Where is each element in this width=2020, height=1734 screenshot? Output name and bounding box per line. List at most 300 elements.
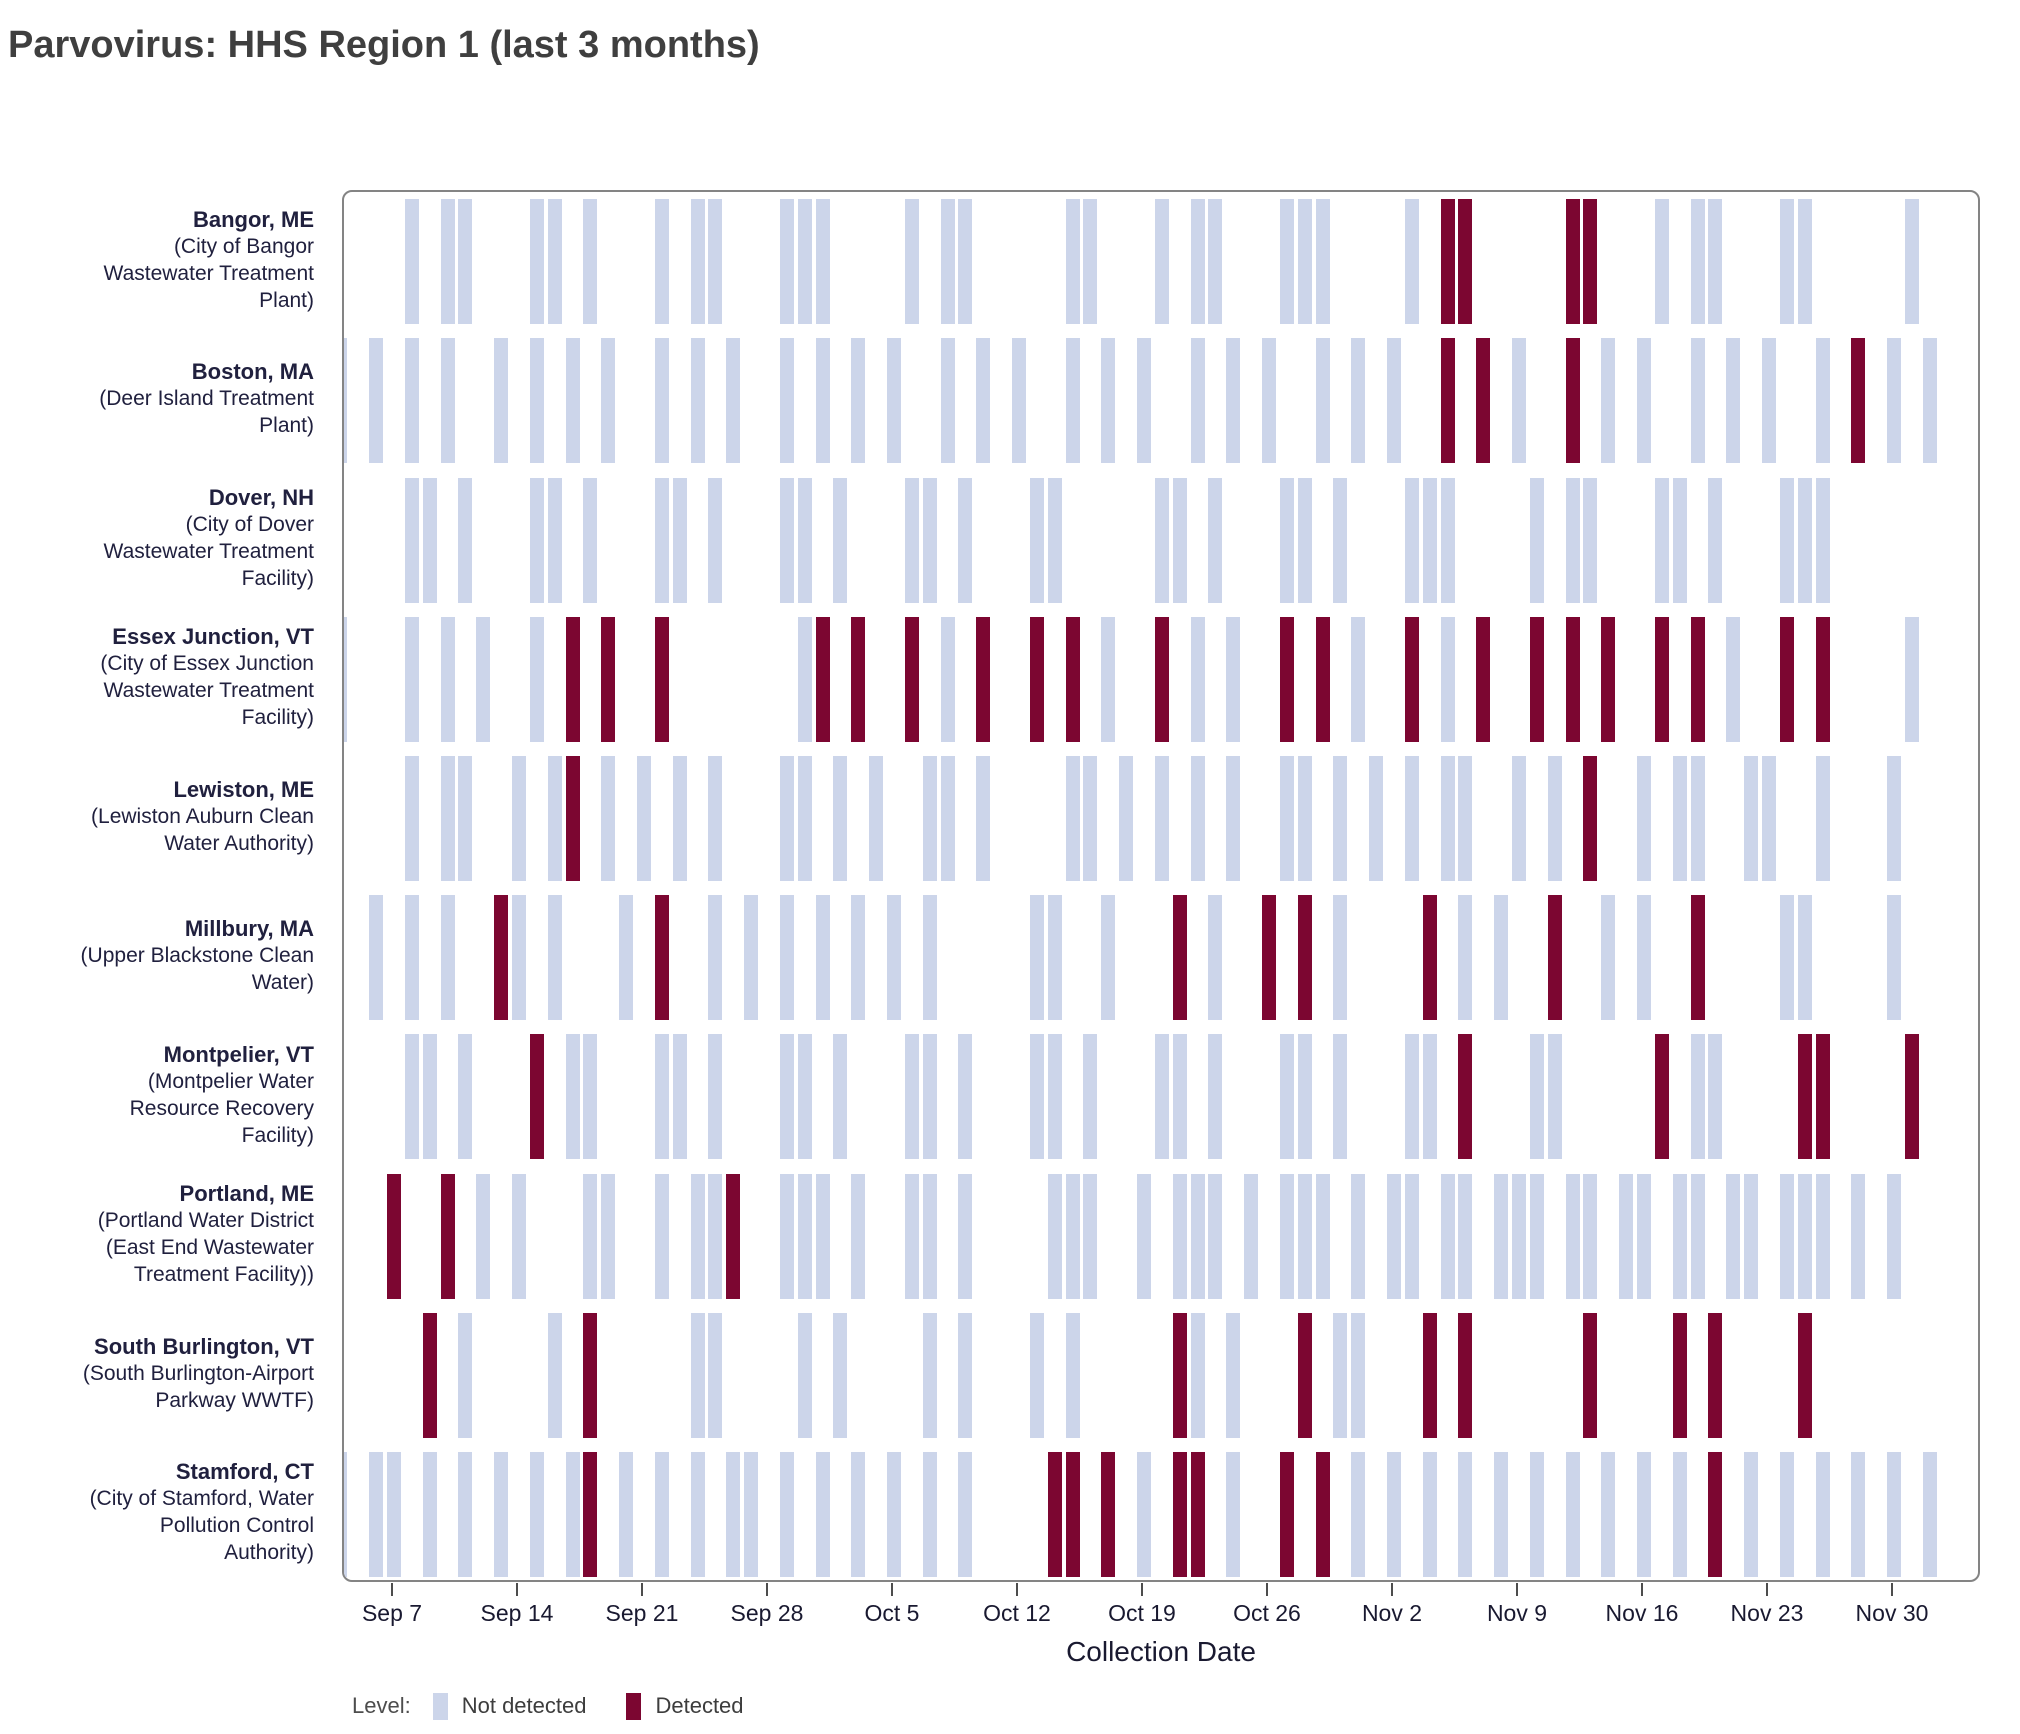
- tile-not-detected: [780, 756, 794, 881]
- tile-not-detected: [1726, 1174, 1740, 1299]
- site-label: [0, 1443, 328, 1582]
- tile-not-detected: [1566, 478, 1580, 603]
- tile-not-detected: [1083, 1174, 1097, 1299]
- tile-not-detected: [1405, 756, 1419, 881]
- axis-tick-mark: [516, 1583, 518, 1596]
- tile-not-detected: [369, 1452, 383, 1577]
- tile-detected: [655, 895, 669, 1020]
- tile-not-detected: [1512, 338, 1526, 463]
- tile-not-detected: [905, 1174, 919, 1299]
- tile-not-detected: [1226, 617, 1240, 742]
- tile-not-detected: [691, 1313, 705, 1438]
- tile-detected: [1405, 617, 1419, 742]
- tile-not-detected: [708, 1174, 722, 1299]
- tile-not-detected: [1816, 756, 1830, 881]
- tile-not-detected: [958, 1174, 972, 1299]
- tile-detected: [566, 617, 580, 742]
- tile-not-detected: [1208, 895, 1222, 1020]
- tile-not-detected: [1851, 1174, 1865, 1299]
- tile-not-detected: [1208, 1034, 1222, 1159]
- tile-not-detected: [1458, 1174, 1472, 1299]
- tile-not-detected: [1351, 617, 1365, 742]
- tile-not-detected: [780, 199, 794, 324]
- axis-tick-label: Sep 28: [730, 1600, 804, 1626]
- tile-not-detected: [1673, 478, 1687, 603]
- tile-not-detected: [1816, 1452, 1830, 1577]
- tile-detected: [1191, 1452, 1205, 1577]
- tile-not-detected: [512, 895, 526, 1020]
- tile-not-detected: [958, 1452, 972, 1577]
- tile-detected: [1851, 338, 1865, 463]
- tile-not-detected: [1048, 1034, 1062, 1159]
- tile-not-detected: [1619, 1174, 1633, 1299]
- legend-item-not-detected: [433, 1693, 587, 1720]
- tile-not-detected: [1173, 1034, 1187, 1159]
- tile-not-detected: [673, 1034, 687, 1159]
- tile-not-detected: [601, 756, 615, 881]
- tile-detected: [1441, 338, 1455, 463]
- tile-not-detected: [1726, 338, 1740, 463]
- tile-not-detected: [1530, 1174, 1544, 1299]
- tile-not-detected: [958, 199, 972, 324]
- tile-not-detected: [1601, 895, 1615, 1020]
- axis-tick-label: Sep 14: [480, 1600, 554, 1626]
- tile-not-detected: [1226, 756, 1240, 881]
- tile-not-detected: [1048, 895, 1062, 1020]
- tile-not-detected: [1191, 338, 1205, 463]
- tile-not-detected: [1708, 199, 1722, 324]
- tile-detected: [1066, 1452, 1080, 1577]
- tile-not-detected: [673, 756, 687, 881]
- tile-detected: [583, 1452, 597, 1577]
- tile-not-detected: [1798, 478, 1812, 603]
- tile-not-detected: [1548, 756, 1562, 881]
- tile-not-detected: [1762, 756, 1776, 881]
- tile-not-detected: [476, 617, 490, 742]
- tile-not-detected: [530, 199, 544, 324]
- tile-not-detected: [1351, 1452, 1365, 1577]
- tile-not-detected: [1405, 199, 1419, 324]
- tile-not-detected: [1137, 1174, 1151, 1299]
- site-facility-line: Water): [251, 971, 314, 995]
- tile-detected: [1476, 617, 1490, 742]
- tile-not-detected: [1601, 1452, 1615, 1577]
- axis-tick-mark: [1516, 1583, 1518, 1596]
- site-label: [0, 886, 328, 1025]
- tile-detected: [1816, 617, 1830, 742]
- tile-not-detected: [548, 199, 562, 324]
- tile-not-detected: [1155, 478, 1169, 603]
- site-facility-line: Wastewater Treatment: [103, 539, 314, 563]
- tile-not-detected: [512, 756, 526, 881]
- tile-detected: [1173, 895, 1187, 1020]
- tile-not-detected: [405, 895, 419, 1020]
- tile-not-detected: [958, 478, 972, 603]
- legend-label-not-detected: Not detected: [461, 1693, 587, 1718]
- tile-not-detected: [1066, 199, 1080, 324]
- site-facility-line: Facility): [241, 1123, 314, 1147]
- tile-not-detected: [1298, 1034, 1312, 1159]
- tile-not-detected: [1066, 338, 1080, 463]
- site-facility-line: (East End Wastewater: [105, 1235, 314, 1259]
- tile-not-detected: [342, 338, 347, 463]
- tile-not-detected: [1351, 1313, 1365, 1438]
- tile-not-detected: [941, 199, 955, 324]
- tile-not-detected: [1673, 1174, 1687, 1299]
- tile-not-detected: [1155, 756, 1169, 881]
- tile-detected: [1173, 1452, 1187, 1577]
- tile-not-detected: [1816, 478, 1830, 603]
- tile-not-detected: [1530, 1034, 1544, 1159]
- tile-not-detected: [1066, 756, 1080, 881]
- tile-not-detected: [869, 756, 883, 881]
- tile-not-detected: [1655, 478, 1669, 603]
- tile-detected: [387, 1174, 401, 1299]
- site-facility-line: Wastewater Treatment: [103, 679, 314, 703]
- tile-not-detected: [405, 478, 419, 603]
- tile-not-detected: [441, 199, 455, 324]
- tile-not-detected: [923, 756, 937, 881]
- site-city: Montpelier, VT: [163, 1041, 314, 1067]
- tile-not-detected: [1387, 338, 1401, 463]
- tile-not-detected: [1316, 338, 1330, 463]
- tile-not-detected: [1780, 1174, 1794, 1299]
- site-facility-line: Facility): [241, 566, 314, 590]
- tile-not-detected: [1298, 1174, 1312, 1299]
- axis-tick-label: Oct 26: [1233, 1600, 1301, 1626]
- tile-not-detected: [1137, 338, 1151, 463]
- tile-not-detected: [708, 199, 722, 324]
- tile-not-detected: [887, 1452, 901, 1577]
- site-city: Stamford, CT: [175, 1459, 314, 1485]
- tile-not-detected: [1066, 1174, 1080, 1299]
- tile-not-detected: [1494, 895, 1508, 1020]
- tile-not-detected: [494, 338, 508, 463]
- tile-not-detected: [851, 1174, 865, 1299]
- tile-not-detected: [548, 1313, 562, 1438]
- tile-not-detected: [780, 1452, 794, 1577]
- tile-not-detected: [1780, 478, 1794, 603]
- tile-not-detected: [798, 1174, 812, 1299]
- site-facility-line: (City of Stamford, Water: [89, 1487, 314, 1511]
- tile-not-detected: [530, 478, 544, 603]
- tile-detected: [905, 617, 919, 742]
- tile-detected: [1583, 756, 1597, 881]
- tile-not-detected: [342, 617, 347, 742]
- axis-tick-label: Nov 23: [1730, 1600, 1804, 1626]
- tile-not-detected: [387, 1452, 401, 1577]
- tile-not-detected: [1566, 1174, 1580, 1299]
- tile-not-detected: [816, 1452, 830, 1577]
- tile-detected: [1316, 617, 1330, 742]
- tile-not-detected: [1012, 338, 1026, 463]
- tile-not-detected: [1137, 1452, 1151, 1577]
- tile-not-detected: [441, 617, 455, 742]
- tile-not-detected: [1887, 1174, 1901, 1299]
- tile-detected: [1423, 1313, 1437, 1438]
- tile-not-detected: [494, 1452, 508, 1577]
- tile-detected: [530, 1034, 544, 1159]
- tile-not-detected: [780, 1034, 794, 1159]
- page-title: Parvovirus: HHS Region 1 (last 3 months): [8, 24, 760, 66]
- tile-not-detected: [1708, 1034, 1722, 1159]
- tile-not-detected: [1887, 756, 1901, 881]
- tile-not-detected: [1066, 1313, 1080, 1438]
- tile-not-detected: [1744, 1452, 1758, 1577]
- tile-detected: [1101, 1452, 1115, 1577]
- tile-not-detected: [816, 895, 830, 1020]
- site-city: Portland, ME: [179, 1180, 314, 1206]
- tile-detected: [1583, 199, 1597, 324]
- tile-not-detected: [833, 1034, 847, 1159]
- tile-not-detected: [905, 1034, 919, 1159]
- site-label: [0, 1025, 328, 1164]
- tile-not-detected: [1441, 617, 1455, 742]
- tile-not-detected: [1048, 478, 1062, 603]
- tile-not-detected: [744, 1452, 758, 1577]
- tile-not-detected: [833, 1313, 847, 1438]
- tile-not-detected: [708, 895, 722, 1020]
- site-facility-line: (City of Dover: [185, 512, 314, 536]
- tile-detected: [1601, 617, 1615, 742]
- tile-not-detected: [976, 756, 990, 881]
- tile-not-detected: [1637, 756, 1651, 881]
- tile-not-detected: [1226, 338, 1240, 463]
- site-facility-line: Treatment Facility)): [133, 1262, 314, 1286]
- tile-detected: [1673, 1313, 1687, 1438]
- tile-detected: [583, 1313, 597, 1438]
- tile-not-detected: [1923, 1452, 1937, 1577]
- tile-not-detected: [798, 478, 812, 603]
- axis-tick-label: Oct 5: [864, 1600, 920, 1626]
- tile-not-detected: [1441, 756, 1455, 881]
- tile-not-detected: [976, 338, 990, 463]
- tile-not-detected: [1583, 1174, 1597, 1299]
- tile-not-detected: [958, 1313, 972, 1438]
- tile-not-detected: [583, 1174, 597, 1299]
- tile-not-detected: [958, 1034, 972, 1159]
- tile-detected: [1708, 1452, 1722, 1577]
- tile-detected: [1691, 617, 1705, 742]
- tile-not-detected: [1726, 617, 1740, 742]
- axis-tick-label: Sep 21: [605, 1600, 679, 1626]
- tile-not-detected: [1512, 756, 1526, 881]
- tile-detected: [1566, 338, 1580, 463]
- tile-detected: [1458, 1034, 1472, 1159]
- tile-not-detected: [601, 1174, 615, 1299]
- tile-not-detected: [1351, 338, 1365, 463]
- tile-not-detected: [1280, 199, 1294, 324]
- tile-not-detected: [1530, 478, 1544, 603]
- detected-swatch-icon: [626, 1693, 641, 1720]
- tile-not-detected: [1226, 1452, 1240, 1577]
- tile-not-detected: [1173, 1174, 1187, 1299]
- axis-tick-label: Nov 30: [1855, 1600, 1929, 1626]
- tile-not-detected: [726, 338, 740, 463]
- tile-not-detected: [1083, 756, 1097, 881]
- site-facility-line: Resource Recovery: [129, 1096, 314, 1120]
- tile-not-detected: [405, 617, 419, 742]
- tile-not-detected: [1262, 338, 1276, 463]
- tile-not-detected: [1048, 1174, 1062, 1299]
- tile-not-detected: [816, 199, 830, 324]
- tile-not-detected: [566, 1452, 580, 1577]
- site-facility-line: (Montpelier Water: [147, 1069, 314, 1093]
- tile-detected: [1155, 617, 1169, 742]
- tile-not-detected: [1423, 1452, 1437, 1577]
- tile-detected: [655, 617, 669, 742]
- tile-not-detected: [923, 1313, 937, 1438]
- axis-tick-label: Oct 12: [983, 1600, 1051, 1626]
- site-facility-line: (Deer Island Treatment: [99, 387, 314, 411]
- tile-not-detected: [1333, 1034, 1347, 1159]
- tile-not-detected: [1494, 1452, 1508, 1577]
- tile-not-detected: [691, 1452, 705, 1577]
- tile-not-detected: [1405, 1034, 1419, 1159]
- tile-not-detected: [708, 756, 722, 881]
- tile-not-detected: [1798, 1174, 1812, 1299]
- axis-tick-mark: [1141, 1583, 1143, 1596]
- tile-detected: [1566, 617, 1580, 742]
- tile-not-detected: [1530, 1452, 1544, 1577]
- tile-not-detected: [1887, 338, 1901, 463]
- site-facility-line: (Upper Blackstone Clean: [80, 944, 314, 968]
- site-facility-line: (Lewiston Auburn Clean: [91, 804, 314, 828]
- tile-not-detected: [1030, 895, 1044, 1020]
- tile-not-detected: [655, 199, 669, 324]
- tile-not-detected: [655, 1034, 669, 1159]
- site-facility-line: (City of Essex Junction: [100, 652, 314, 676]
- tile-not-detected: [619, 1452, 633, 1577]
- tile-not-detected: [1691, 756, 1705, 881]
- tile-not-detected: [1226, 1313, 1240, 1438]
- tile-not-detected: [673, 478, 687, 603]
- tile-detected: [601, 617, 615, 742]
- tile-not-detected: [1905, 199, 1919, 324]
- tile-not-detected: [1708, 478, 1722, 603]
- axis-tick-label: Sep 7: [361, 1600, 423, 1626]
- tile-detected: [1708, 1313, 1722, 1438]
- tile-not-detected: [476, 1174, 490, 1299]
- site-facility-line: Authority): [224, 1541, 314, 1565]
- tile-detected: [1780, 617, 1794, 742]
- tile-not-detected: [1387, 1452, 1401, 1577]
- tile-detected: [1798, 1313, 1812, 1438]
- site-label: [0, 190, 328, 329]
- legend-item-detected: [626, 1693, 743, 1720]
- tile-not-detected: [548, 756, 562, 881]
- tile-not-detected: [1101, 895, 1115, 1020]
- tile-not-detected: [1155, 1034, 1169, 1159]
- tile-detected: [726, 1174, 740, 1299]
- tile-not-detected: [1351, 1174, 1365, 1299]
- tile-not-detected: [708, 478, 722, 603]
- tile-not-detected: [905, 478, 919, 603]
- tile-detected: [1298, 895, 1312, 1020]
- tile-not-detected: [1691, 199, 1705, 324]
- tile-not-detected: [691, 199, 705, 324]
- site-city: South Burlington, VT: [94, 1333, 314, 1359]
- legend-title: Level:: [352, 1693, 411, 1718]
- tile-not-detected: [1030, 478, 1044, 603]
- site-facility-line: (Portland Water District: [97, 1208, 314, 1232]
- tile-detected: [1476, 338, 1490, 463]
- tile-not-detected: [1208, 199, 1222, 324]
- tile-not-detected: [1191, 756, 1205, 881]
- axis-tick-mark: [1766, 1583, 1768, 1596]
- tile-not-detected: [1369, 756, 1383, 881]
- tile-not-detected: [1637, 1452, 1651, 1577]
- tile-not-detected: [512, 1174, 526, 1299]
- tile-not-detected: [1423, 478, 1437, 603]
- tile-not-detected: [905, 199, 919, 324]
- tile-detected: [1280, 1452, 1294, 1577]
- tile-not-detected: [1441, 478, 1455, 603]
- tile-not-detected: [1905, 617, 1919, 742]
- tile-detected: [423, 1313, 437, 1438]
- axis-tick-mark: [766, 1583, 768, 1596]
- tile-not-detected: [851, 895, 865, 1020]
- axis-tick-label: Nov 2: [1361, 1600, 1423, 1626]
- site-facility-line: Facility): [241, 706, 314, 730]
- tile-detected: [1530, 617, 1544, 742]
- site-facility-line: (South Burlington-Airport: [82, 1361, 314, 1385]
- tile-detected: [1655, 1034, 1669, 1159]
- tile-not-detected: [780, 338, 794, 463]
- tile-detected: [1316, 1452, 1330, 1577]
- tile-detected: [1458, 1313, 1472, 1438]
- tile-not-detected: [405, 199, 419, 324]
- tile-not-detected: [1405, 478, 1419, 603]
- tile-not-detected: [726, 1452, 740, 1577]
- site-facility-line: Wastewater Treatment: [103, 261, 314, 285]
- tile-detected: [1048, 1452, 1062, 1577]
- tile-not-detected: [1119, 756, 1133, 881]
- tile-not-detected: [887, 895, 901, 1020]
- tile-not-detected: [1208, 1174, 1222, 1299]
- tile-not-detected: [1155, 199, 1169, 324]
- tile-not-detected: [1030, 1313, 1044, 1438]
- tile-not-detected: [1548, 1034, 1562, 1159]
- tile-detected: [1298, 1313, 1312, 1438]
- tile-not-detected: [691, 338, 705, 463]
- tile-not-detected: [1441, 1174, 1455, 1299]
- tile-detected: [1691, 895, 1705, 1020]
- tile-not-detected: [566, 1034, 580, 1159]
- site-city: Bangor, ME: [192, 206, 314, 232]
- tile-not-detected: [780, 895, 794, 1020]
- tile-not-detected: [1387, 1174, 1401, 1299]
- tile-not-detected: [369, 895, 383, 1020]
- tile-not-detected: [798, 1034, 812, 1159]
- tile-not-detected: [1244, 1174, 1258, 1299]
- site-label: [0, 1304, 328, 1443]
- tile-not-detected: [583, 1034, 597, 1159]
- x-axis-title: Collection Date: [1066, 1636, 1256, 1667]
- tile-not-detected: [833, 756, 847, 881]
- tile-not-detected: [1762, 338, 1776, 463]
- tile-not-detected: [744, 895, 758, 1020]
- site-facility-line: Plant): [259, 288, 314, 312]
- tile-not-detected: [816, 1174, 830, 1299]
- tile-not-detected: [708, 1313, 722, 1438]
- tile-not-detected: [1191, 1174, 1205, 1299]
- tile-not-detected: [1458, 756, 1472, 881]
- tile-not-detected: [941, 756, 955, 881]
- axis-tick-label: Oct 19: [1108, 1600, 1176, 1626]
- tile-not-detected: [1333, 756, 1347, 881]
- tile-not-detected: [923, 1452, 937, 1577]
